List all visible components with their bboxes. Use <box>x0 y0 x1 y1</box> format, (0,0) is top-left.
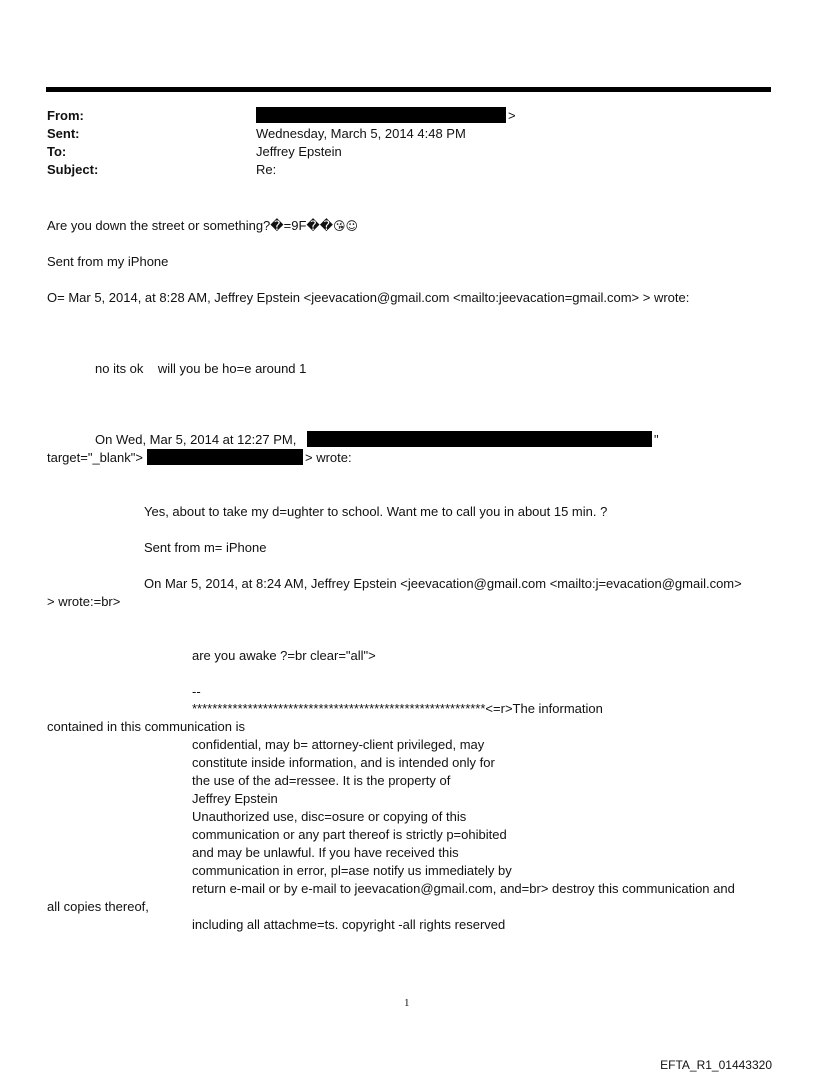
body-line-12: contained in this communication is <box>47 719 245 734</box>
disclaimer-last-line: including all attachme=ts. copyright -all rights reserved <box>192 917 506 932</box>
body-line-10: -- <box>192 684 201 699</box>
redaction-block <box>256 107 506 123</box>
body-line-1 <box>47 217 358 235</box>
redaction-block <box>307 431 652 447</box>
subject-value: Re: <box>256 162 277 177</box>
body-line-3: O= Mar 5, 2014, at 8:28 AM, Jeffrey Epstein <jeevacation@gmail.com <mailto:jeevacation=gmail.com> > wrote: <box>47 290 690 305</box>
page-number: 1 <box>404 997 410 1009</box>
disclaimer-line: the use of the ad=ressee. It is the property of <box>192 773 451 788</box>
disclaimer-line: communication or any part thereof is strictly p=ohibited <box>192 827 507 842</box>
disclaimer-all-copies: all copies thereof, <box>47 899 149 914</box>
header-rule <box>46 87 771 92</box>
from-label: From: <box>47 108 84 123</box>
emoji-glyphs: 😘☺ <box>333 219 359 233</box>
disclaimer-line: Unauthorized use, disc=osure or copying of this <box>192 809 467 824</box>
body-line-6: Yes, about to take my d=ughter to school. Want me to call you in about 15 min. ? <box>144 504 608 519</box>
body-line-1-text: Are you down the street or something?�=9F�� <box>47 218 334 233</box>
sent-value: Wednesday, March 5, 2014 4:48 PM <box>256 126 466 141</box>
body-line-11: **********************************************************<=r>The information <box>192 701 603 716</box>
disclaimer-line: communication in error, pl=ase notify us immediately by <box>192 863 512 878</box>
disclaimer-line: return e-mail or by e-mail to jeevacation@gmail.com, and=br> destroy this communication and <box>192 881 735 896</box>
body-line-8b: > wrote:=br> <box>47 594 121 609</box>
body-line-5b-prefix: target="_blank"> <box>47 450 143 465</box>
body-line-8: On Mar 5, 2014, at 8:24 AM, Jeffrey Epstein <jeevacation@gmail.com <mailto:j=evacation@gmail.com> <box>144 576 742 591</box>
to-value: Jeffrey Epstein <box>256 144 342 159</box>
body-line-5a-suffix: " <box>654 432 659 447</box>
body-line-2: Sent from my iPhone <box>47 254 169 269</box>
disclaimer-line: constitute inside information, and is intended only for <box>192 755 495 770</box>
disclaimer-line: Jeffrey Epstein <box>192 791 278 806</box>
body-line-5a: On Wed, Mar 5, 2014 at 12:27 PM, <box>95 432 297 447</box>
redaction-block <box>147 449 303 465</box>
to-label: To: <box>47 144 67 159</box>
from-suffix: > <box>508 108 516 123</box>
body-line-7: Sent from m= iPhone <box>144 540 267 555</box>
body-line-4: no its ok will you be ho=e around 1 <box>95 361 307 376</box>
sent-label: Sent: <box>47 126 80 141</box>
disclaimer-line: confidential, may b= attorney-client privileged, may <box>192 737 485 752</box>
disclaimer-line: and may be unlawful. If you have received this <box>192 845 459 860</box>
document-id: EFTA_R1_01443320 <box>660 1058 772 1072</box>
subject-label: Subject: <box>47 162 99 177</box>
body-line-5b-suffix: > wrote: <box>305 450 352 465</box>
body-line-9: are you awake ?=br clear="all"> <box>192 648 376 663</box>
